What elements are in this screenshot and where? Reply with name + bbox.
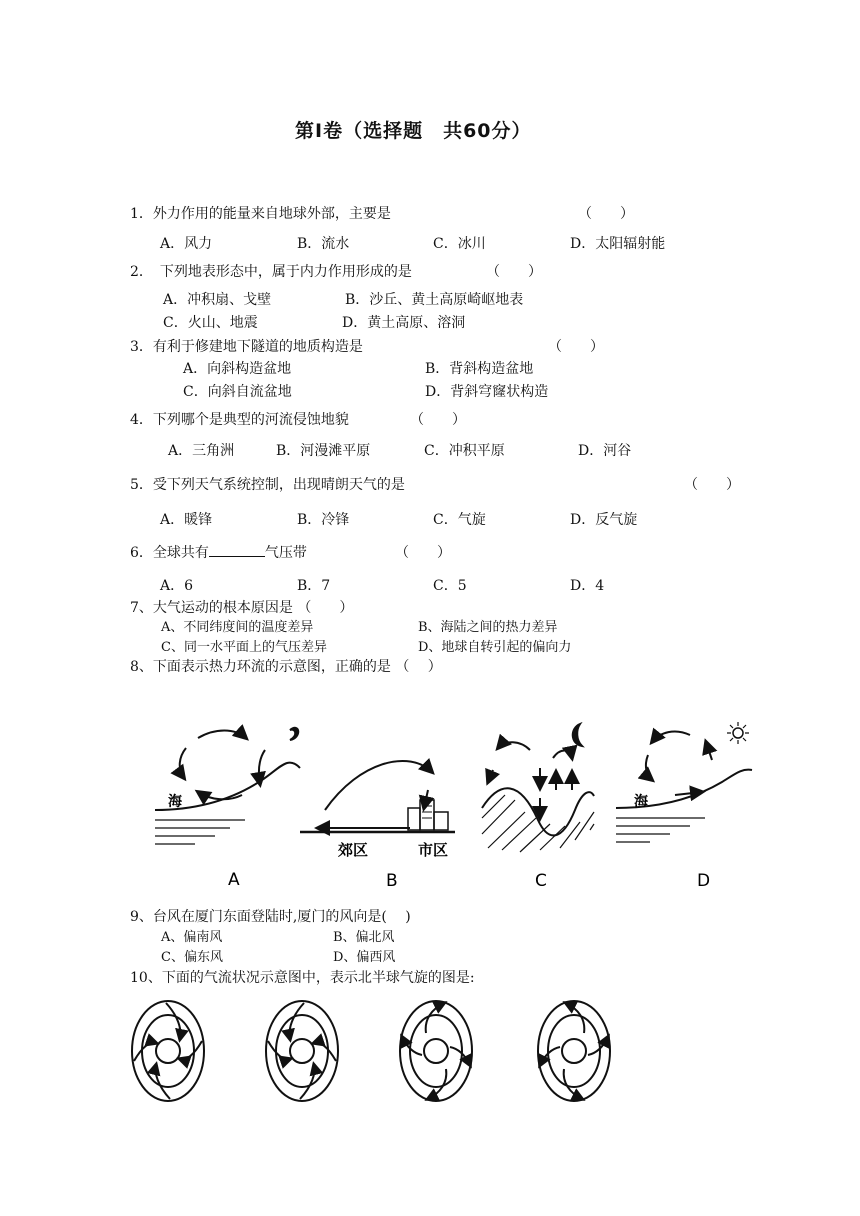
thermal-circulation-figure	[0, 700, 860, 930]
q7-option-b: B、海陆之间的热力差异	[418, 620, 558, 635]
q2-option-c: C．火山、地震	[163, 315, 258, 331]
question-9-stem: 9、台风在厦门东面登陆时,厦门的风向是( )	[130, 909, 411, 925]
question-6-stem	[130, 542, 307, 562]
question-7-stem: 7、大气运动的根本原因是 （ ）	[130, 600, 354, 616]
q1-option-c: C．冰川	[433, 236, 486, 252]
q9-option-c: C、偏东风	[161, 950, 223, 965]
panel-a-diagram	[155, 728, 300, 844]
q6-option-b: B．7	[297, 578, 331, 594]
panel-d-sea-label: 海	[634, 794, 648, 810]
question-10-stem: 10、下面的气流状况示意图中，表示北半球气旋的图是:	[130, 970, 475, 986]
panel-d-label: D	[697, 871, 711, 891]
q5-option-d: D．反气旋	[570, 512, 638, 528]
q2-option-a: A．冲积扇、戈壁	[163, 292, 272, 308]
question-2-answer-bracket: （ ）	[486, 264, 542, 280]
panel-c-diagram	[482, 724, 594, 852]
question-3-stem: 3．有利于修建地下隧道的地质构造是	[130, 339, 363, 355]
q1-option-b: B．流水	[297, 236, 350, 252]
q9-option-d: D、偏西风	[333, 950, 396, 965]
q7-option-a: A、不同纬度间的温度差异	[161, 620, 314, 635]
q3-option-b: B．背斜构造盆地	[425, 361, 534, 377]
question-4-stem: 4．下列哪个是典型的河流侵蚀地貌	[130, 412, 349, 428]
crescent-moon-icon	[573, 724, 582, 746]
q6-stem-end: 气压带	[264, 545, 307, 561]
cyclone-diagram-2	[266, 1001, 338, 1101]
q5-option-b: B．冷锋	[297, 512, 350, 528]
q4-option-b: B．河漫滩平原	[276, 443, 371, 459]
question-6-answer-bracket: （ ）	[395, 545, 451, 561]
q9-option-b: B、偏北风	[333, 930, 395, 945]
question-4-answer-bracket: （ ）	[410, 412, 466, 428]
q6-fill-blank	[209, 544, 265, 557]
q3-option-a: A．向斜构造盆地	[183, 361, 292, 377]
q2-option-d: D．黄土高原、溶洞	[342, 315, 466, 331]
cyclone-diagram-1	[132, 1001, 204, 1101]
q6-option-a: A．6	[160, 578, 194, 594]
question-5-answer-bracket: （ ）	[684, 477, 740, 493]
sun-icon	[733, 728, 743, 738]
q7-option-c: C、同一水平面上的气压差异	[161, 640, 327, 655]
q4-option-c: C．冲积平原	[424, 443, 505, 459]
question-3-answer-bracket: （ ）	[548, 339, 604, 355]
cyclone-diagram-3	[400, 1001, 472, 1101]
q9-option-a: A、偏南风	[161, 930, 223, 945]
panel-c-label: C	[535, 871, 547, 891]
q3-option-d: D．背斜穹窿状构造	[425, 384, 549, 400]
question-2-stem: 2． 下列地表形态中，属于内力作用形成的是	[130, 264, 412, 280]
q5-option-a: A．暖锋	[160, 512, 213, 528]
panel-a-label: A	[228, 870, 240, 890]
q6-stem-start: 6．全球共有	[130, 545, 209, 561]
panel-d-diagram	[616, 722, 752, 842]
question-1-answer-bracket: （ ）	[578, 206, 634, 222]
question-8-stem: 8、下面表示热力环流的示意图，正确的是 （ ）	[130, 659, 442, 675]
panel-a-sea-label: 海	[168, 794, 182, 810]
panel-b-city-label: 市区	[418, 841, 449, 859]
panel-b-diagram	[300, 761, 455, 832]
panel-b-suburb-label: 郊区	[338, 841, 369, 859]
cyclone-diagram-4	[538, 1001, 610, 1101]
panel-b-label: B	[386, 871, 398, 891]
moon-icon	[290, 728, 298, 740]
q6-option-c: C．5	[433, 578, 467, 594]
q1-option-a: A．风力	[160, 236, 213, 252]
q5-option-c: C．气旋	[433, 512, 486, 528]
q4-option-d: D．河谷	[578, 443, 632, 459]
question-5-stem: 5．受下列天气系统控制，出现晴朗天气的是	[130, 477, 405, 493]
q6-option-d: D．4	[570, 578, 605, 594]
page-title: 第Ⅰ卷（选择题 共60分）	[295, 120, 532, 142]
q2-option-b: B．沙丘、黄土高原崎岖地表	[345, 292, 524, 308]
q3-option-c: C．向斜自流盆地	[183, 384, 292, 400]
question-1-stem: 1．外力作用的能量来自地球外部，主要是	[130, 206, 391, 222]
cyclone-figure	[0, 995, 860, 1115]
q7-option-d: D、地球自转引起的偏向力	[418, 640, 572, 655]
q1-option-d: D．太阳辐射能	[570, 236, 666, 252]
q4-option-a: A．三角洲	[168, 443, 235, 459]
